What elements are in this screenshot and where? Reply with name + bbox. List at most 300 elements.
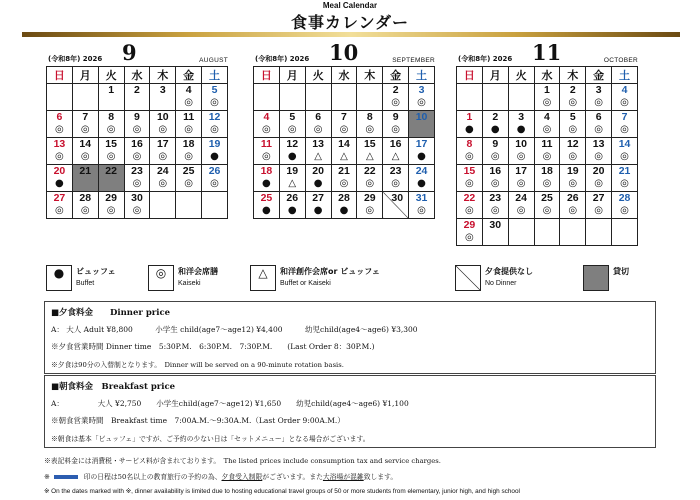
calendar-empty-cell bbox=[586, 219, 612, 246]
day-number: 20 bbox=[592, 165, 605, 177]
kaiseki-meal-icon: ◎ bbox=[262, 151, 271, 162]
day-number: 25 bbox=[182, 165, 195, 177]
day-number: 16 bbox=[131, 138, 143, 150]
calendar-day-cell bbox=[383, 111, 409, 138]
day-number: 8 bbox=[108, 111, 115, 123]
calendar-day-cell bbox=[305, 192, 331, 219]
kaiseki-meal-icon: ◎ bbox=[465, 232, 474, 243]
calendar-day-cell bbox=[279, 192, 305, 219]
kaiseki-meal-icon: ◎ bbox=[391, 178, 400, 189]
day-number: 14 bbox=[338, 138, 350, 150]
day-number: 22 bbox=[363, 165, 376, 177]
calendar-day-cell bbox=[534, 111, 560, 138]
kaiseki-meal-icon: ◎ bbox=[490, 205, 500, 216]
calendar-month-name: OCTOBER bbox=[603, 57, 638, 64]
calendar-month-number: 9 bbox=[122, 40, 137, 65]
mixed-meal-icon: △ bbox=[340, 151, 348, 162]
footnote-bath-crowded: 大浴場が混雑 bbox=[322, 473, 364, 481]
calendar-era: (令和8年) 2026 bbox=[458, 55, 513, 63]
buffet-meal-icon: ● bbox=[417, 178, 426, 189]
kaiseki-meal-icon: ◎ bbox=[417, 97, 426, 108]
day-number: 6 bbox=[56, 111, 63, 123]
footnote-text-b: がございます。また bbox=[262, 473, 323, 481]
kaiseki-meal-icon: ◎ bbox=[620, 205, 629, 216]
day-number: 27 bbox=[592, 192, 605, 204]
calendar-day-cell bbox=[150, 84, 176, 111]
kaiseki-meal-icon: ◎ bbox=[542, 178, 552, 189]
kaiseki-meal-icon: ◎ bbox=[490, 178, 500, 189]
kaiseki-meal-icon: ◎ bbox=[365, 178, 375, 189]
calendar-week-row bbox=[254, 192, 435, 219]
day-number: 4 bbox=[263, 111, 270, 123]
calendar-day-cell bbox=[560, 192, 586, 219]
kaiseki-meal-icon: ◎ bbox=[80, 205, 90, 216]
kaiseki-meal-icon: ◎ bbox=[184, 151, 193, 162]
calendar-day-cell bbox=[72, 165, 98, 192]
calendar-day-cell bbox=[457, 165, 483, 192]
day-number: 28 bbox=[618, 192, 631, 204]
day-number: 12 bbox=[286, 138, 299, 150]
calendar-day-cell bbox=[482, 165, 508, 192]
kaiseki-meal-icon: ◎ bbox=[55, 205, 64, 216]
calendar-day-cell bbox=[331, 111, 357, 138]
kaiseki-meal-icon: ◎ bbox=[542, 97, 552, 108]
day-number: 5 bbox=[569, 111, 576, 123]
breakfast-note: ※朝食は基本「ビュッフェ」ですが、ご予約の少ない日は「セットメニュー」となる場合がございます。 bbox=[51, 435, 370, 443]
day-number: 23 bbox=[489, 192, 502, 204]
day-number: 21 bbox=[618, 165, 631, 177]
kaiseki-meal-icon: ◎ bbox=[516, 205, 526, 216]
day-number: 9 bbox=[134, 111, 140, 123]
day-number: 15 bbox=[363, 138, 376, 150]
calendar-day-cell bbox=[98, 84, 124, 111]
kaiseki-meal-icon: ◎ bbox=[158, 178, 168, 189]
day-number: 3 bbox=[595, 84, 602, 96]
calendar-day-cell bbox=[457, 219, 483, 246]
calendar-day-cell bbox=[383, 84, 409, 111]
calendar-day-cell bbox=[47, 192, 73, 219]
kaiseki-meal-icon: ◎ bbox=[80, 124, 90, 135]
weekday-header: 水 bbox=[534, 67, 560, 84]
kaiseki-meal-icon: ◎ bbox=[158, 124, 168, 135]
mixed-meal-icon: △ bbox=[365, 151, 374, 162]
weekday-header: 木 bbox=[150, 67, 176, 84]
day-number: 21 bbox=[79, 165, 92, 177]
kaiseki-symbol-icon: ◎ bbox=[148, 265, 174, 291]
calendar-empty-cell bbox=[150, 192, 176, 219]
day-number: 23 bbox=[389, 165, 402, 177]
calendar-day-cell bbox=[47, 165, 73, 192]
day-number: 13 bbox=[592, 138, 605, 150]
diagonal-slash-icon bbox=[455, 265, 481, 291]
kaiseki-meal-icon: ◎ bbox=[80, 151, 90, 162]
kaiseki-meal-icon: ◎ bbox=[490, 151, 500, 162]
breakfast-heading: ■朝食料金 Breakfast price bbox=[51, 382, 176, 392]
day-number: 7 bbox=[341, 111, 347, 123]
calendar-day-cell bbox=[254, 138, 280, 165]
kaiseki-meal-icon: ◎ bbox=[106, 124, 116, 135]
calendar-day-cell bbox=[202, 84, 228, 111]
weekday-header: 水 bbox=[124, 67, 150, 84]
kaiseki-meal-icon: ◎ bbox=[594, 205, 603, 216]
footnote-mark: ※ bbox=[44, 473, 50, 481]
day-number: 20 bbox=[53, 165, 66, 177]
calendar-day-cell bbox=[457, 138, 483, 165]
kaiseki-meal-icon: ◎ bbox=[106, 151, 116, 162]
day-number: 12 bbox=[208, 111, 221, 123]
day-number: 6 bbox=[315, 111, 322, 123]
calendar-day-cell bbox=[409, 165, 435, 192]
kaiseki-meal-icon: ◎ bbox=[542, 151, 552, 162]
day-number: 11 bbox=[260, 138, 272, 150]
day-number: 18 bbox=[541, 165, 553, 177]
calendar-day-cell bbox=[612, 165, 638, 192]
buffet-meal-icon: ● bbox=[287, 151, 297, 162]
day-number: 1 bbox=[466, 111, 473, 123]
weekday-header: 土 bbox=[409, 67, 435, 84]
legend-label-ja: 夕食提供なし bbox=[485, 267, 533, 276]
gold-divider bbox=[22, 32, 680, 37]
dinner-note: ※夕食は90分の入替制となります。 Dinner will be served on a 90-minute rotation basis. bbox=[51, 361, 344, 369]
buffet-meal-icon: ● bbox=[210, 151, 219, 162]
day-number: 2 bbox=[134, 84, 140, 96]
calendar-empty-cell bbox=[508, 84, 534, 111]
day-number: 15 bbox=[105, 138, 117, 150]
calendar-month-1 bbox=[46, 42, 228, 219]
kaiseki-meal-icon: ◎ bbox=[568, 151, 578, 162]
buffet-meal-icon: ● bbox=[339, 205, 349, 216]
calendar-day-cell bbox=[150, 111, 176, 138]
day-number: 14 bbox=[79, 138, 92, 150]
calendar-day-cell bbox=[305, 111, 331, 138]
weekday-header: 金 bbox=[176, 67, 202, 84]
calendar-month-2 bbox=[253, 42, 435, 219]
day-number: 2 bbox=[392, 84, 399, 96]
calendar-day-cell bbox=[357, 138, 383, 165]
calendar-day-cell bbox=[305, 138, 331, 165]
day-number: 1 bbox=[108, 84, 115, 96]
day-number: 24 bbox=[415, 165, 428, 177]
calendar-day-cell bbox=[72, 192, 98, 219]
weekday-header: 火 bbox=[98, 67, 124, 84]
calendar-day-cell bbox=[409, 138, 435, 165]
kaiseki-meal-icon: ◎ bbox=[339, 178, 349, 189]
buffet-meal-icon: ● bbox=[55, 178, 64, 189]
day-number: 13 bbox=[312, 138, 324, 150]
kaiseki-meal-icon: ◎ bbox=[465, 151, 474, 162]
page-title: 食事カレンダー bbox=[291, 13, 409, 32]
calendar-empty-cell bbox=[612, 219, 638, 246]
day-number: 31 bbox=[415, 192, 428, 204]
calendar-empty-cell bbox=[457, 84, 483, 111]
day-number: 7 bbox=[621, 111, 628, 123]
kaiseki-meal-icon: ◎ bbox=[106, 205, 116, 216]
calendar-empty-cell bbox=[47, 84, 73, 111]
day-number: 3 bbox=[518, 111, 525, 123]
day-number: 9 bbox=[392, 111, 399, 123]
day-number: 24 bbox=[515, 192, 527, 204]
legend-label-en: No Dinner bbox=[485, 280, 517, 287]
day-number: 2 bbox=[569, 84, 576, 96]
calendar-day-cell bbox=[254, 192, 280, 219]
calendar-day-cell bbox=[534, 192, 560, 219]
calendar-day-cell bbox=[47, 111, 73, 138]
day-number: 9 bbox=[492, 138, 499, 150]
calendar-week-row bbox=[47, 192, 228, 219]
kaiseki-meal-icon: ◎ bbox=[391, 124, 400, 135]
buffet-meal-icon: ● bbox=[465, 124, 474, 135]
calendar-day-cell bbox=[331, 192, 357, 219]
weekday-header: 月 bbox=[279, 67, 305, 84]
calendar-month-number: 10 bbox=[329, 40, 359, 65]
day-number: 10 bbox=[515, 138, 527, 150]
calendar-day-cell bbox=[72, 138, 98, 165]
weekday-header: 木 bbox=[357, 67, 383, 84]
dinner-price-box bbox=[44, 301, 656, 374]
kaiseki-meal-icon: ◎ bbox=[210, 178, 219, 189]
calendar-day-cell bbox=[383, 192, 409, 219]
mixed-meal-icon: △ bbox=[391, 151, 400, 162]
restriction-footnote bbox=[44, 471, 397, 481]
english-footnote: ※ On the dates marked with ※, dinner availability is limited due to hosting educational travel groups of 50 or more students from elementary, junior high, and high school bbox=[44, 488, 520, 495]
calendar-day-cell bbox=[457, 111, 483, 138]
triangle-symbol-icon: △ bbox=[250, 265, 276, 291]
day-number: 10 bbox=[156, 111, 169, 123]
day-number: 23 bbox=[131, 165, 143, 177]
day-number: 6 bbox=[595, 111, 602, 123]
calendar-day-cell bbox=[508, 192, 534, 219]
day-number: 3 bbox=[418, 84, 425, 96]
calendar-era: (令和8年) 2026 bbox=[48, 55, 103, 63]
day-number: 4 bbox=[621, 84, 628, 96]
calendar-day-cell bbox=[331, 165, 357, 192]
day-number: 26 bbox=[286, 192, 299, 204]
day-number: 1 bbox=[544, 84, 550, 96]
kaiseki-meal-icon: ◎ bbox=[184, 178, 193, 189]
buffet-meal-icon: ● bbox=[313, 205, 323, 216]
weekday-header: 水 bbox=[331, 67, 357, 84]
calendar-day-cell bbox=[482, 192, 508, 219]
kaiseki-meal-icon: ◎ bbox=[568, 205, 578, 216]
kaiseki-meal-icon: ◎ bbox=[568, 178, 578, 189]
kaiseki-meal-icon: ◎ bbox=[465, 178, 474, 189]
calendar-empty-cell bbox=[331, 84, 357, 111]
day-number: 28 bbox=[338, 192, 350, 204]
day-number: 28 bbox=[79, 192, 92, 204]
day-number: 30 bbox=[131, 192, 143, 204]
kaiseki-meal-icon: ◎ bbox=[620, 124, 629, 135]
weekday-header: 土 bbox=[202, 67, 228, 84]
day-number: 19 bbox=[208, 138, 221, 150]
day-number: 5 bbox=[211, 84, 218, 96]
day-number: 22 bbox=[463, 192, 476, 204]
calendar-day-cell bbox=[124, 138, 150, 165]
day-number: 19 bbox=[566, 165, 579, 177]
calendar-era: (令和8年) 2026 bbox=[255, 55, 310, 63]
calendar-day-cell bbox=[482, 111, 508, 138]
calendar-day-cell bbox=[357, 192, 383, 219]
kaiseki-meal-icon: ◎ bbox=[594, 97, 603, 108]
day-number: 14 bbox=[618, 138, 631, 150]
day-number: 5 bbox=[289, 111, 296, 123]
calendar-day-cell bbox=[586, 84, 612, 111]
calendar-empty-cell bbox=[279, 84, 305, 111]
calendar-day-cell bbox=[560, 111, 586, 138]
day-number: 10 bbox=[415, 111, 428, 123]
calendar-day-cell bbox=[150, 138, 176, 165]
weekday-header: 火 bbox=[508, 67, 534, 84]
kaiseki-meal-icon: ◎ bbox=[184, 97, 193, 108]
calendar-day-cell bbox=[586, 138, 612, 165]
day-number: 16 bbox=[389, 138, 402, 150]
calendar-day-cell bbox=[124, 192, 150, 219]
footnote-text-c: 致します。 bbox=[363, 473, 398, 481]
kaiseki-meal-icon: ◎ bbox=[568, 97, 578, 108]
day-number: 29 bbox=[363, 192, 376, 204]
calendar-day-cell bbox=[124, 165, 150, 192]
kaiseki-meal-icon: ◎ bbox=[594, 151, 603, 162]
calendar-week-row bbox=[457, 165, 638, 192]
buffet-meal-icon: ● bbox=[516, 124, 526, 135]
legend-label-en: Kaiseki bbox=[178, 280, 201, 287]
kaiseki-meal-icon: ◎ bbox=[391, 97, 400, 108]
kaiseki-meal-icon: ◎ bbox=[262, 124, 271, 135]
calendar-week-row bbox=[254, 111, 435, 138]
day-number: 17 bbox=[415, 138, 428, 150]
buffet-symbol-icon: ● bbox=[46, 265, 72, 291]
calendar-day-cell bbox=[560, 165, 586, 192]
calendar-day-cell bbox=[202, 165, 228, 192]
weekday-header: 日 bbox=[254, 67, 280, 84]
kaiseki-meal-icon: ◎ bbox=[620, 178, 629, 189]
kaiseki-meal-icon: ◎ bbox=[55, 151, 64, 162]
calendar-day-cell bbox=[534, 138, 560, 165]
kaiseki-meal-icon: ◎ bbox=[287, 124, 297, 135]
blue-mark-icon bbox=[54, 475, 78, 479]
weekday-header: 月 bbox=[482, 67, 508, 84]
calendar-day-cell bbox=[331, 138, 357, 165]
weekday-header: 日 bbox=[47, 67, 73, 84]
day-number: 12 bbox=[566, 138, 579, 150]
calendar-day-cell bbox=[409, 111, 435, 138]
mixed-meal-icon: △ bbox=[314, 151, 322, 162]
kaiseki-meal-icon: ◎ bbox=[132, 124, 142, 135]
kaiseki-meal-icon: ◎ bbox=[516, 178, 526, 189]
day-number: 26 bbox=[208, 165, 221, 177]
calendar-day-cell bbox=[47, 138, 73, 165]
calendar-empty-cell bbox=[254, 84, 280, 111]
day-number: 7 bbox=[82, 111, 89, 123]
calendar-empty-cell bbox=[357, 84, 383, 111]
kaiseki-meal-icon: ◎ bbox=[365, 205, 375, 216]
calendar-day-cell bbox=[72, 111, 98, 138]
page-subtitle: Meal Calendar bbox=[322, 1, 378, 10]
calendar-day-cell bbox=[98, 138, 124, 165]
kaiseki-meal-icon: ◎ bbox=[55, 124, 64, 135]
day-number: 13 bbox=[53, 138, 66, 150]
kaiseki-meal-icon: ◎ bbox=[210, 124, 219, 135]
weekday-header: 日 bbox=[457, 67, 483, 84]
day-number: 22 bbox=[105, 165, 117, 177]
day-number: 8 bbox=[466, 138, 473, 150]
kaiseki-meal-icon: ◎ bbox=[542, 124, 552, 135]
day-number: 11 bbox=[541, 138, 553, 150]
calendar-day-cell bbox=[254, 111, 280, 138]
weekday-header: 火 bbox=[305, 67, 331, 84]
day-number: 4 bbox=[185, 84, 192, 96]
calendar-day-cell bbox=[357, 111, 383, 138]
kaiseki-meal-icon: ◎ bbox=[594, 124, 603, 135]
kaiseki-meal-icon: ◎ bbox=[184, 124, 193, 135]
day-number: 2 bbox=[492, 111, 499, 123]
buffet-meal-icon: ● bbox=[490, 124, 500, 135]
calendar-day-cell bbox=[508, 165, 534, 192]
day-number: 4 bbox=[544, 111, 550, 123]
kaiseki-meal-icon: ◎ bbox=[158, 151, 168, 162]
day-number: 8 bbox=[366, 111, 373, 123]
day-number: 17 bbox=[515, 165, 527, 177]
calendar-day-cell bbox=[508, 111, 534, 138]
kaiseki-meal-icon: ◎ bbox=[620, 97, 629, 108]
calendar-week-row bbox=[457, 84, 638, 111]
day-number: 19 bbox=[286, 165, 299, 177]
kaiseki-meal-icon: ◎ bbox=[339, 124, 349, 135]
calendar-week-row bbox=[254, 165, 435, 192]
calendar-day-cell bbox=[98, 111, 124, 138]
calendar-week-row bbox=[457, 219, 638, 246]
buffet-meal-icon: ● bbox=[417, 151, 426, 162]
calendar-day-cell bbox=[279, 111, 305, 138]
calendar-day-cell bbox=[98, 165, 124, 192]
calendar-day-cell bbox=[150, 165, 176, 192]
kaiseki-meal-icon: ◎ bbox=[313, 124, 323, 135]
weekday-header: 月 bbox=[72, 67, 98, 84]
weekday-header: 金 bbox=[586, 67, 612, 84]
calendar-week-row bbox=[47, 165, 228, 192]
day-number: 11 bbox=[183, 111, 195, 123]
calendar-day-cell bbox=[560, 84, 586, 111]
calendar-day-cell bbox=[612, 192, 638, 219]
day-number: 15 bbox=[463, 165, 476, 177]
calendar-day-cell bbox=[586, 192, 612, 219]
calendar-day-cell bbox=[612, 111, 638, 138]
calendar-day-cell bbox=[586, 111, 612, 138]
kaiseki-meal-icon: ◎ bbox=[132, 151, 142, 162]
day-number: 17 bbox=[156, 138, 169, 150]
calendar-empty-cell bbox=[534, 219, 560, 246]
calendar-day-cell bbox=[586, 165, 612, 192]
legend-label-ja: 和洋創作会席or ビュッフェ bbox=[280, 267, 380, 276]
calendar-day-cell bbox=[409, 192, 435, 219]
kaiseki-meal-icon: ◎ bbox=[516, 151, 526, 162]
day-number: 21 bbox=[338, 165, 350, 177]
day-number: 25 bbox=[541, 192, 553, 204]
kaiseki-meal-icon: ◎ bbox=[417, 205, 426, 216]
calendar-week-row bbox=[457, 138, 638, 165]
weekday-header: 土 bbox=[612, 67, 638, 84]
calendar-day-cell bbox=[254, 165, 280, 192]
calendar-empty-cell bbox=[482, 84, 508, 111]
calendar-day-cell bbox=[383, 138, 409, 165]
day-number: 27 bbox=[312, 192, 324, 204]
legend-label-ja: ビュッフェ bbox=[76, 267, 116, 276]
day-number: 16 bbox=[489, 165, 502, 177]
calendar-month-3 bbox=[456, 42, 638, 246]
kaiseki-meal-icon: ◎ bbox=[210, 97, 219, 108]
calendar-day-cell bbox=[612, 84, 638, 111]
calendar-day-cell bbox=[482, 219, 508, 246]
kaiseki-meal-icon: ◎ bbox=[542, 205, 552, 216]
